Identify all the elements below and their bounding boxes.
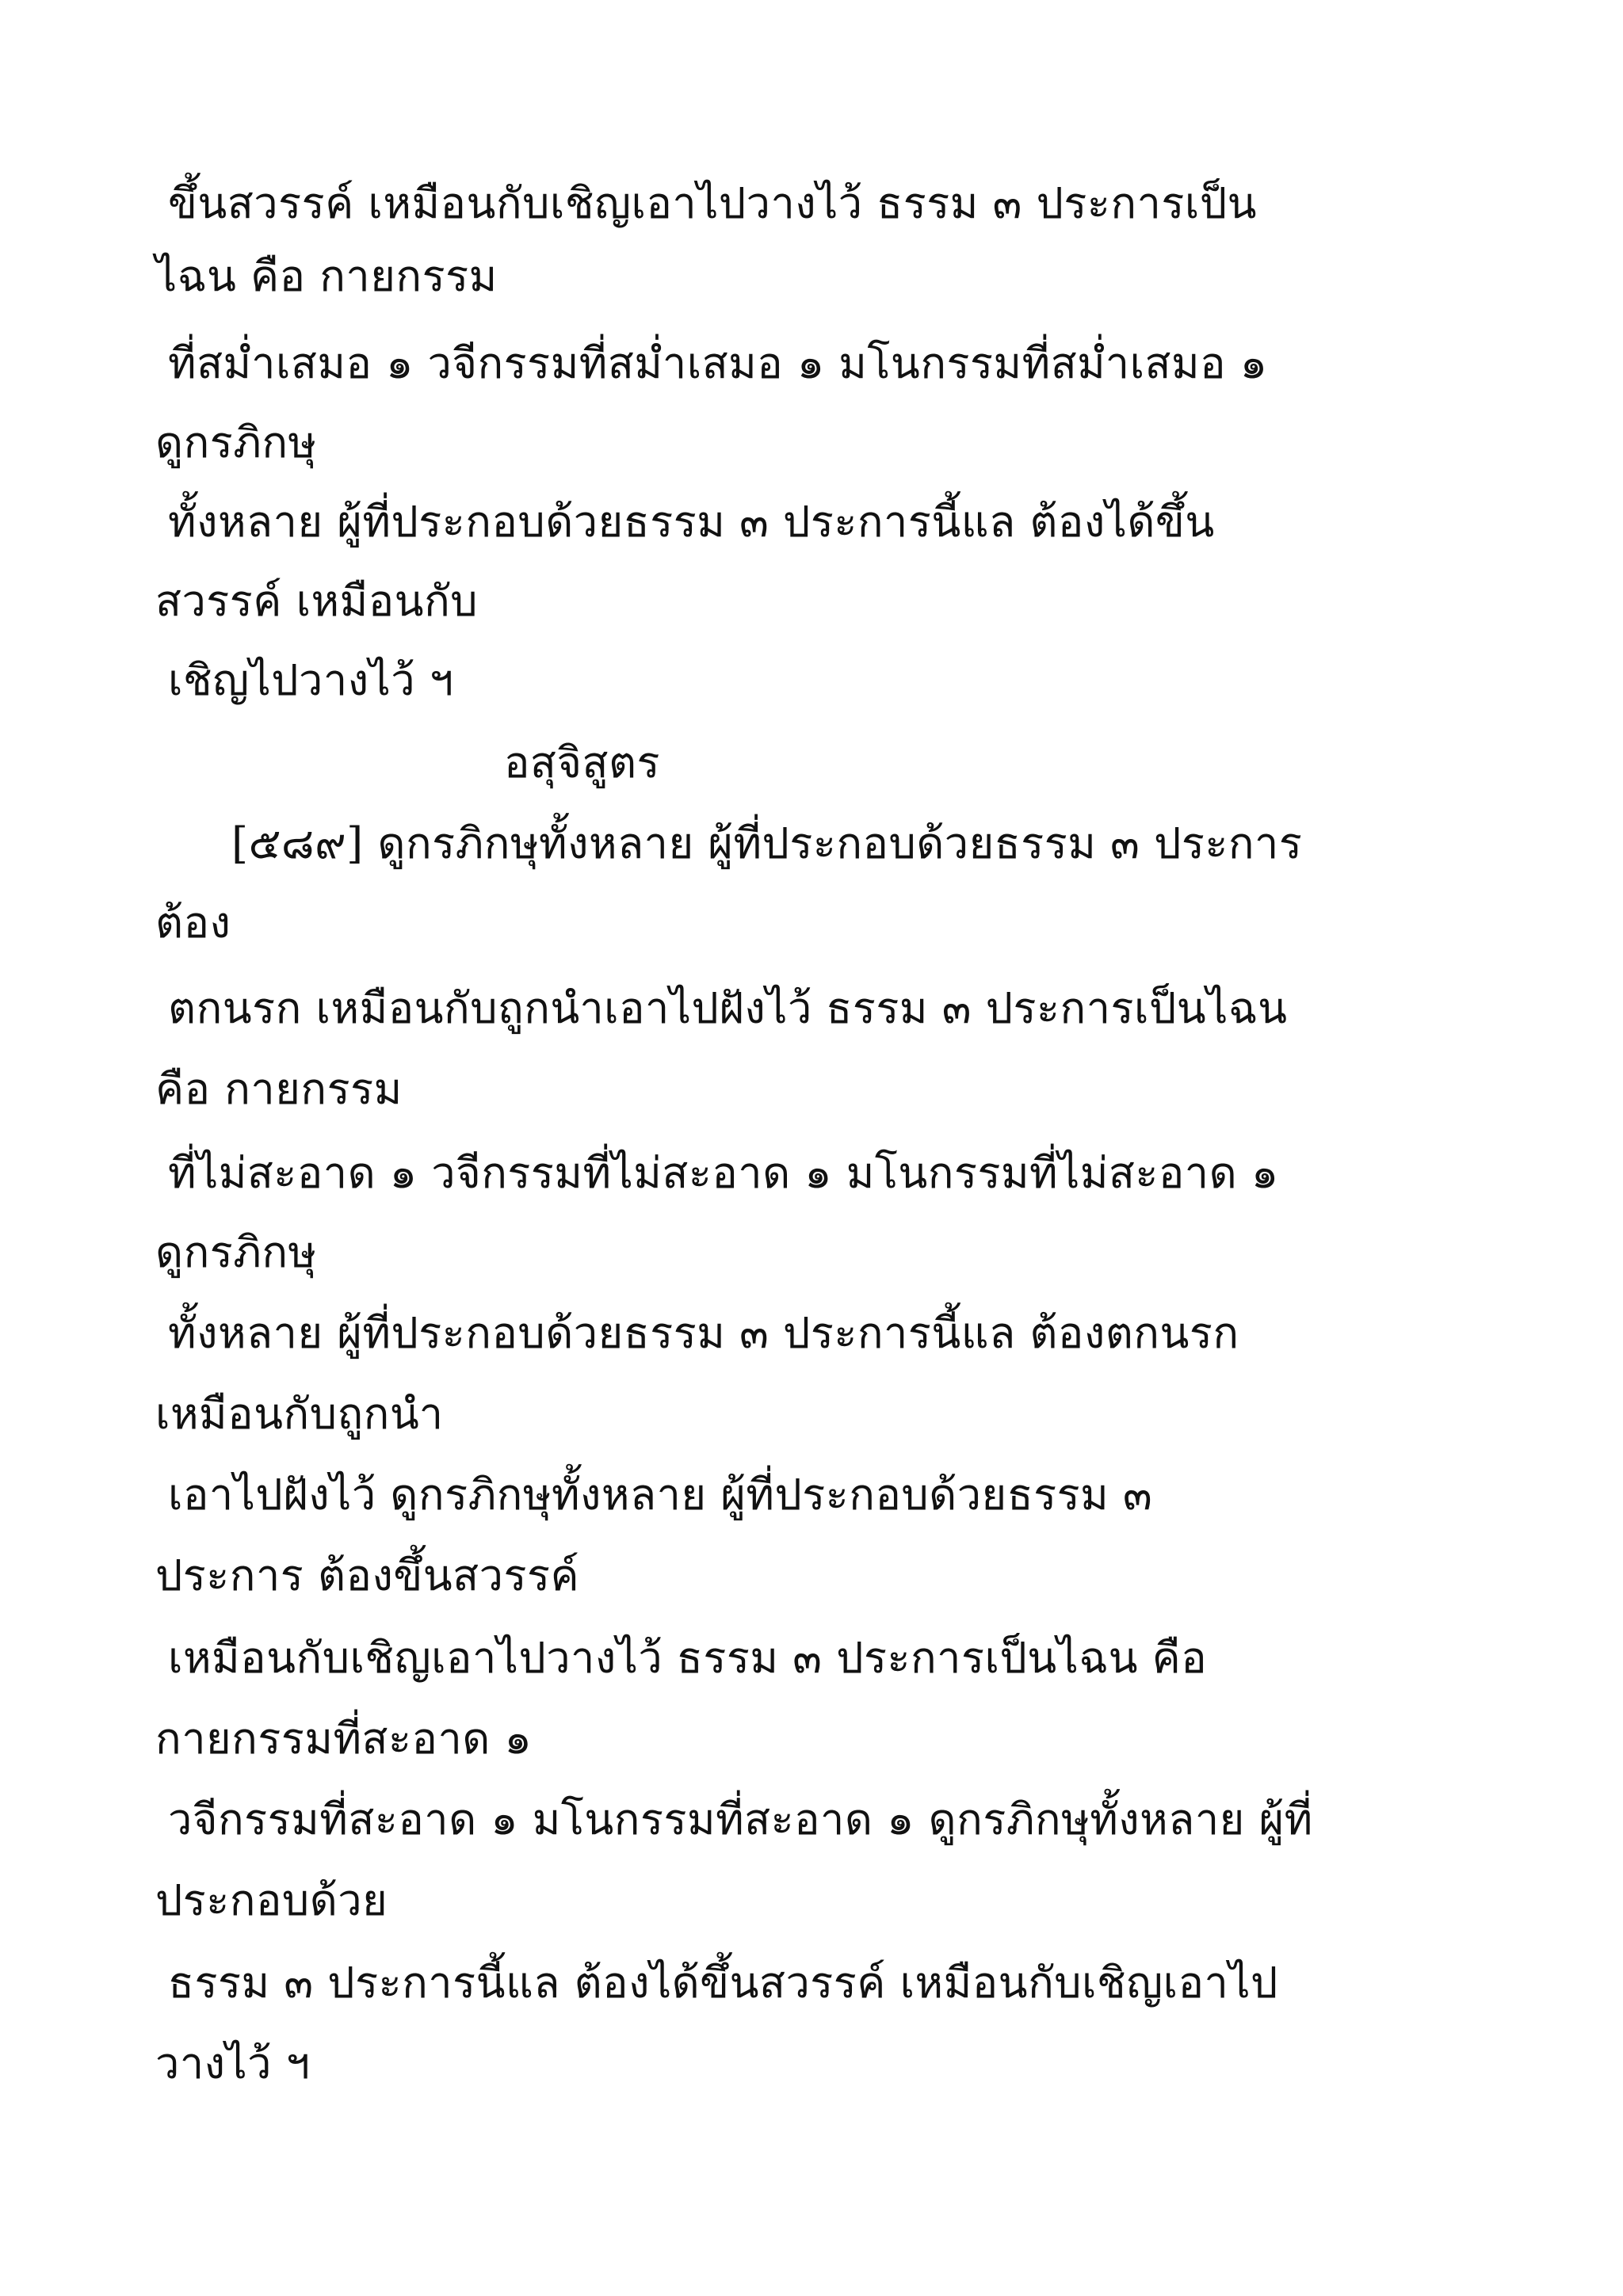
text-line: วจีกรรมที่สะอาด ๑ มโนกรรมที่สะอาด ๑ ดูกรภิกษุทั้งหลาย ผู้ที่	[168, 1794, 1313, 1844]
text-line: ที่ไม่สะอาด ๑ วจีกรรมที่ไม่สะอาด ๑ มโนกรรมที่ไม่สะอาด ๑	[168, 1148, 1279, 1198]
text-line: กายกรรมที่สะอาด ๑	[155, 1714, 533, 1764]
text-line: ธรรม ๓ ประการนี้แล ต้องได้ขึ้นสวรรค์ เหมือนกับเชิญเอาไป	[168, 1958, 1278, 2008]
text-line: ต้อง	[155, 898, 231, 948]
text-line: สวรรค์ เหมือนกับ	[155, 576, 479, 626]
text-line: เหมือนกับถูกนำ	[155, 1389, 444, 1439]
text-line: ไฉน คือ กายกรรม	[155, 251, 498, 301]
text-line: ดูกรภิกษุ	[155, 1227, 317, 1277]
text-line: ดูกรภิกษุ	[155, 418, 317, 467]
section-title: อสุจิสูตร	[504, 738, 661, 788]
text-line: ที่สม่ำเสมอ ๑ วจีกรรมที่สม่ำเสมอ ๑ มโนกรรมที่สม่ำเสมอ ๑	[168, 338, 1268, 388]
text-line: เอาไปฝังไว้ ดูกรภิกษุทั้งหลาย ผู้ที่ประกอบด้วยธรรม ๓	[168, 1470, 1153, 1520]
text-line: ประการ ต้องขึ้นสวรรค์	[155, 1550, 580, 1600]
text-line: ประกอบด้วย	[155, 1875, 388, 1925]
text-line: ตกนรก เหมือนกับถูกนำเอาไปฝังไว้ ธรรม ๓ ประการเป็นไฉน	[168, 983, 1288, 1033]
text-line: ทั้งหลาย ผู้ที่ประกอบด้วยธรรม ๓ ประการนี้แล ต้องได้ขึ้น	[168, 497, 1215, 547]
text-line: ทั้งหลาย ผู้ที่ประกอบด้วยธรรม ๓ ประการนี้แล ต้องตกนรก	[168, 1308, 1239, 1358]
text-line: วางไว้ ฯ	[155, 2039, 311, 2088]
text-line: เชิญไปวางไว้ ฯ	[168, 655, 454, 705]
text-line: ขึ้นสวรรค์ เหมือนกับเชิญเอาไปวางไว้ ธรรม ๓ ประการเป็น	[168, 178, 1258, 228]
text-line: เหมือนกับเชิญเอาไปวางไว้ ธรรม ๓ ประการเป็นไฉน คือ	[168, 1633, 1208, 1683]
text-line: [๕๘๙] ดูกรภิกษุทั้งหลาย ผู้ที่ประกอบด้วยธรรม ๓ ประการ	[231, 818, 1303, 868]
text-line: คือ กายกรรม	[155, 1064, 403, 1114]
